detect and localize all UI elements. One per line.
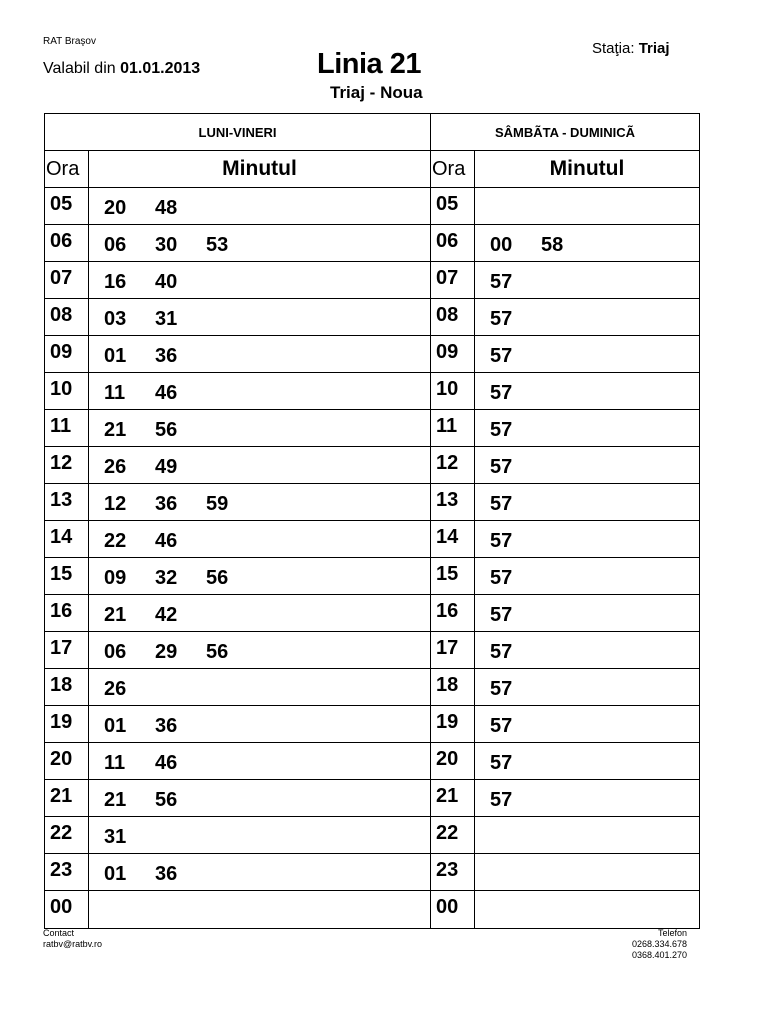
departure-minute: 12	[104, 493, 127, 515]
weekday-minutes-cell	[104, 197, 206, 220]
weekend-hour-cell: 09	[436, 341, 459, 363]
weekend-hour-cell: 05	[436, 193, 459, 215]
weekday-minutes-cell	[104, 715, 206, 738]
station-name: Triaj	[638, 40, 670, 57]
departure-minute: 57	[490, 678, 513, 700]
departure-minute: 26	[104, 678, 127, 700]
weekend-minutes-cell	[490, 271, 541, 294]
weekend-minutes-cell	[490, 604, 541, 627]
departure-minute: 48	[155, 197, 178, 219]
row-divider	[45, 446, 699, 447]
weekday-minute-header: Minutul	[222, 157, 297, 180]
row-divider	[45, 631, 699, 632]
weekday-hour-cell: 05	[50, 193, 73, 215]
weekday-minutes-cell	[104, 345, 206, 368]
weekday-hour-cell: 16	[50, 600, 73, 622]
weekend-minutes-cell	[490, 789, 541, 812]
departure-minute: 09	[104, 567, 127, 589]
row-divider	[45, 298, 699, 299]
weekday-hour-cell: 08	[50, 304, 73, 326]
weekday-hour-cell: 15	[50, 563, 73, 585]
weekday-minutes-cell	[104, 308, 206, 331]
weekend-minutes-cell	[490, 715, 541, 738]
departure-minute: 11	[104, 382, 126, 404]
row-divider	[45, 668, 699, 669]
row-divider	[45, 483, 699, 484]
phone-block	[632, 928, 687, 961]
row-divider	[45, 335, 699, 336]
departure-minute: 06	[104, 234, 127, 256]
row-divider	[45, 742, 699, 743]
departure-minute: 26	[104, 456, 127, 478]
weekday-minutes-cell	[104, 604, 206, 627]
row-divider	[45, 594, 699, 595]
weekday-minutes-cell	[104, 234, 257, 257]
departure-minute: 57	[490, 419, 513, 441]
weekend-hour-cell: 18	[436, 674, 459, 696]
weekday-minutes-cell	[104, 493, 257, 516]
departure-minute: 58	[541, 234, 564, 256]
weekday-hour-cell: 18	[50, 674, 73, 696]
weekday-hour-cell: 09	[50, 341, 73, 363]
row-divider	[45, 779, 699, 780]
row-divider	[45, 409, 699, 410]
weekend-minutes-cell	[490, 567, 541, 590]
weekend-minutes-cell	[490, 308, 541, 331]
weekday-minutes-cell	[104, 789, 206, 812]
route-name: Triaj - Noua	[330, 83, 423, 102]
weekend-hour-cell: 11	[436, 415, 458, 437]
row-divider	[45, 224, 699, 225]
departure-minute: 57	[490, 345, 513, 367]
weekday-hour-cell: 23	[50, 859, 73, 881]
weekend-minutes-cell	[490, 456, 541, 479]
departure-minute: 36	[155, 863, 178, 885]
row-divider	[45, 853, 699, 854]
weekend-hour-cell: 14	[436, 526, 459, 548]
departure-minute: 21	[104, 604, 127, 626]
weekend-minute-header: Minutul	[549, 157, 625, 180]
departure-minute: 00	[490, 234, 513, 256]
phone-number-1: 0268.334.678	[631, 939, 687, 949]
weekday-hour-cell: 19	[50, 711, 73, 733]
departure-minute: 01	[104, 715, 127, 737]
departure-minute: 36	[155, 345, 178, 367]
weekday-hour-cell: 10	[50, 378, 73, 400]
valid-date: 01.01.2013	[120, 60, 201, 77]
departure-minute: 57	[490, 493, 513, 515]
departure-minute: 56	[206, 641, 229, 663]
weekend-minutes-cell	[490, 234, 592, 257]
weekday-hour-cell: 11	[50, 415, 72, 437]
contact-block	[43, 928, 102, 950]
departure-minute: 46	[155, 530, 178, 552]
departure-minute: 56	[155, 789, 178, 811]
departure-minute: 53	[206, 234, 229, 256]
row-divider	[45, 816, 699, 817]
column-header-divider	[45, 187, 699, 188]
weekday-hour-cell: 00	[50, 896, 73, 918]
departure-minute: 57	[490, 604, 513, 626]
weekend-hour-cell: 21	[436, 785, 459, 807]
day-divider	[430, 114, 431, 928]
row-divider	[45, 557, 699, 558]
departure-minute: 46	[155, 382, 178, 404]
departure-minute: 20	[104, 197, 127, 219]
departure-minute: 31	[155, 308, 178, 330]
weekend-hour-cell: 17	[436, 637, 459, 659]
weekend-hour-cell: 22	[436, 822, 459, 844]
weekend-hour-cell: 10	[436, 378, 459, 400]
weekday-minutes-cell	[104, 678, 155, 701]
departure-minute: 42	[155, 604, 178, 626]
valid-label: Valabil din	[43, 60, 116, 77]
weekend-hour-cell: 15	[436, 563, 459, 585]
weekday-hour-cell: 22	[50, 822, 73, 844]
departure-minute: 31	[104, 826, 127, 848]
valid-from	[43, 60, 200, 78]
line-title: Linia 21	[317, 48, 421, 80]
departure-minute: 46	[155, 752, 178, 774]
contact-email: ratbv@ratbv.ro	[43, 939, 102, 949]
departure-minute: 57	[490, 271, 513, 293]
hour-column-divider-weekday	[88, 151, 89, 928]
row-divider	[45, 261, 699, 262]
weekend-minutes-cell	[490, 641, 541, 664]
contact-label: Contact	[43, 928, 75, 938]
departure-minute: 49	[155, 456, 178, 478]
phone-label: Telefon	[657, 928, 687, 938]
departure-minute: 57	[490, 789, 513, 811]
departure-minute: 56	[155, 419, 178, 441]
weekday-minutes-cell	[104, 567, 257, 590]
row-divider	[45, 705, 699, 706]
weekend-header: SÂMBÃTA - DUMINICÃ	[494, 124, 636, 140]
departure-minute: 57	[490, 530, 513, 552]
departure-minute: 06	[104, 641, 127, 663]
weekend-minutes-cell	[490, 419, 541, 442]
weekend-hour-cell: 19	[436, 711, 459, 733]
departure-minute: 59	[206, 493, 229, 515]
departure-minute: 57	[490, 641, 513, 663]
weekend-hour-cell: 08	[436, 304, 459, 326]
weekend-minutes-cell	[490, 530, 541, 553]
departure-minute: 57	[490, 752, 513, 774]
departure-minute: 01	[104, 863, 127, 885]
departure-minute: 01	[104, 345, 127, 367]
departure-minute: 03	[104, 308, 127, 330]
weekday-header: LUNI-VINERI	[198, 124, 277, 140]
departure-minute: 16	[104, 271, 127, 293]
hour-column-divider-weekend	[474, 151, 475, 928]
departure-minute: 57	[490, 382, 513, 404]
weekend-hour-cell: 07	[436, 267, 459, 289]
departure-minute: 30	[155, 234, 178, 256]
weekday-minutes-cell	[104, 456, 206, 479]
weekday-hour-cell: 21	[50, 785, 73, 807]
row-divider	[45, 890, 699, 891]
weekend-minutes-cell	[490, 493, 541, 516]
weekend-minutes-cell	[490, 752, 541, 775]
weekday-hour-cell: 06	[50, 230, 73, 252]
row-divider	[45, 520, 699, 521]
weekday-hour-cell: 17	[50, 637, 73, 659]
timetable	[44, 113, 700, 929]
departure-minute: 11	[104, 752, 126, 774]
departure-minute: 40	[155, 271, 178, 293]
departure-minute: 56	[206, 567, 229, 589]
weekday-minutes-cell	[104, 752, 206, 775]
weekend-hour-cell: 16	[436, 600, 459, 622]
weekday-hour-cell: 12	[50, 452, 73, 474]
departure-minute: 29	[155, 641, 178, 663]
departure-minute: 57	[490, 715, 513, 737]
weekday-minutes-cell	[104, 863, 206, 886]
departure-minute: 57	[490, 308, 513, 330]
weekend-hour-cell: 23	[436, 859, 459, 881]
weekend-hour-cell: 12	[436, 452, 459, 474]
weekday-minutes-cell	[104, 382, 206, 405]
weekend-minutes-cell	[490, 382, 541, 405]
departure-minute: 21	[104, 789, 127, 811]
departure-minute: 57	[490, 567, 513, 589]
departure-minute: 57	[490, 456, 513, 478]
weekend-hour-cell: 00	[436, 896, 459, 918]
weekday-hour-cell: 14	[50, 526, 73, 548]
phone-number-2: 0368.401.270	[631, 950, 687, 960]
weekday-minutes-cell	[104, 419, 206, 442]
weekday-minutes-cell	[104, 271, 206, 294]
weekend-minutes-cell	[490, 678, 541, 701]
weekend-hour-cell: 06	[436, 230, 459, 252]
departure-minute: 22	[104, 530, 127, 552]
departure-minute: 32	[155, 567, 178, 589]
departure-minute: 36	[155, 715, 178, 737]
departure-minute: 21	[104, 419, 127, 441]
weekday-hour-header: Ora	[46, 157, 80, 180]
weekend-hour-cell: 20	[436, 748, 459, 770]
weekday-hour-cell: 07	[50, 267, 73, 289]
weekday-minutes-cell	[104, 530, 206, 553]
weekday-hour-cell: 13	[50, 489, 73, 511]
weekend-minutes-cell	[490, 345, 541, 368]
weekend-hour-cell: 13	[436, 489, 459, 511]
weekday-minutes-cell	[104, 641, 257, 664]
departure-minute: 36	[155, 493, 178, 515]
weekend-hour-header: Ora	[432, 157, 466, 180]
station-label: Staţia:	[592, 40, 635, 57]
weekday-minutes-cell	[104, 826, 155, 849]
station	[592, 40, 670, 57]
row-divider	[45, 372, 699, 373]
weekday-hour-cell: 20	[50, 748, 73, 770]
organization-name: RAT Braşov	[43, 36, 96, 47]
